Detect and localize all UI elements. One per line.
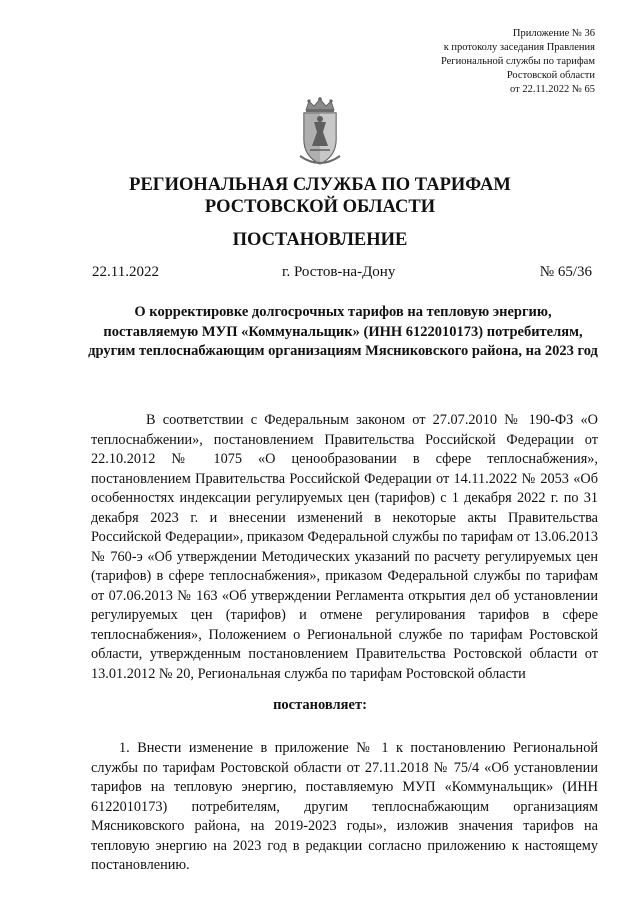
document-meta-row <box>92 263 592 283</box>
decree-word: постановляет: <box>273 697 367 713</box>
document-date: 22.11.2022 <box>92 264 159 280</box>
document-subject: О корректировке долгосрочных тарифов на тепловую энергию, поставляемую МУП «Коммунальщик» (ИНН 6122010173) потребителям, другим теплоснабжающим организациям Мясниковского района, на 2023 год <box>88 304 598 359</box>
clause-1-paragraph: 1. Внести изменение в приложение № 1 к постановлению Региональной службы по тарифам Ростовской области от 27.11.2018 № 75/4 «Об установлении тарифов на тепловую энергию, поставляемую МУП «Коммунальщик» (ИНН 6122010173) потребителям, другим теплоснабжающим организациям Мясниковского района, на 2019-2023 годы», изложив значения тарифов на тепловую энергию на 2023 год в редакции согласно приложению к настоящему постановлению. <box>91 740 598 873</box>
organization-name <box>0 174 640 218</box>
annex-note <box>441 27 595 97</box>
annex-line-5: от 22.11.2022 № 65 <box>510 84 595 95</box>
annex-line-4: Ростовской области <box>506 70 595 81</box>
org-line-1: РЕГИОНАЛЬНАЯ СЛУЖБА ПО ТАРИФАМ <box>129 175 511 195</box>
preamble-paragraph: В соответствии с Федеральным законом от 27.07.2010 № 190-ФЗ «О теплоснабжении», постановлением Правительства Российской Федерации от 22.10.2012 № 1075 «О ценообразовании в сфере теплоснабжения», постановлением Правительства Российской Федерации от 14.11.2022 № 2053 «Об особенностях индексации регулируемых цен (тарифов) с 1 декабря 2022 г. по 31 декабря 2023 г. и внесении изменений в некоторые акты Правительства Российской Федерации», приказом Федеральной службы по тарифам от 13.06.2013 № 760-э «Об утверждении Методических указаний по расчету регулируемых цен (тарифов) в сфере теплоснабжения», приказом Федеральной службы по тарифам от 07.06.2013 № 163 «Об утверждении Регламента открытия дел об установлении регулируемых цен (тарифов) и отмене регулирования тарифов в сфере теплоснабжения», Положением о Региональной службе по тарифам Ростовской области, утвержденным постановлением Правительства Ростовской области от 13.01.2012 № 20, Региональная служба по тарифам Ростовской области <box>91 412 598 682</box>
annex-line-3: Региональной службы по тарифам <box>440 56 595 67</box>
org-line-2: РОСТОВСКОЙ ОБЛАСТИ <box>204 197 436 217</box>
document-city: г. Ростов-на-Дону <box>282 264 396 280</box>
document-type: ПОСТАНОВЛЕНИЕ <box>232 230 408 250</box>
document-number: № 65/36 <box>539 264 592 280</box>
annex-line-1: Приложение № 36 <box>512 28 595 39</box>
annex-line-2: к протоколу заседания Правления <box>443 42 595 53</box>
rostov-oblast-coat-of-arms-icon <box>290 96 350 168</box>
